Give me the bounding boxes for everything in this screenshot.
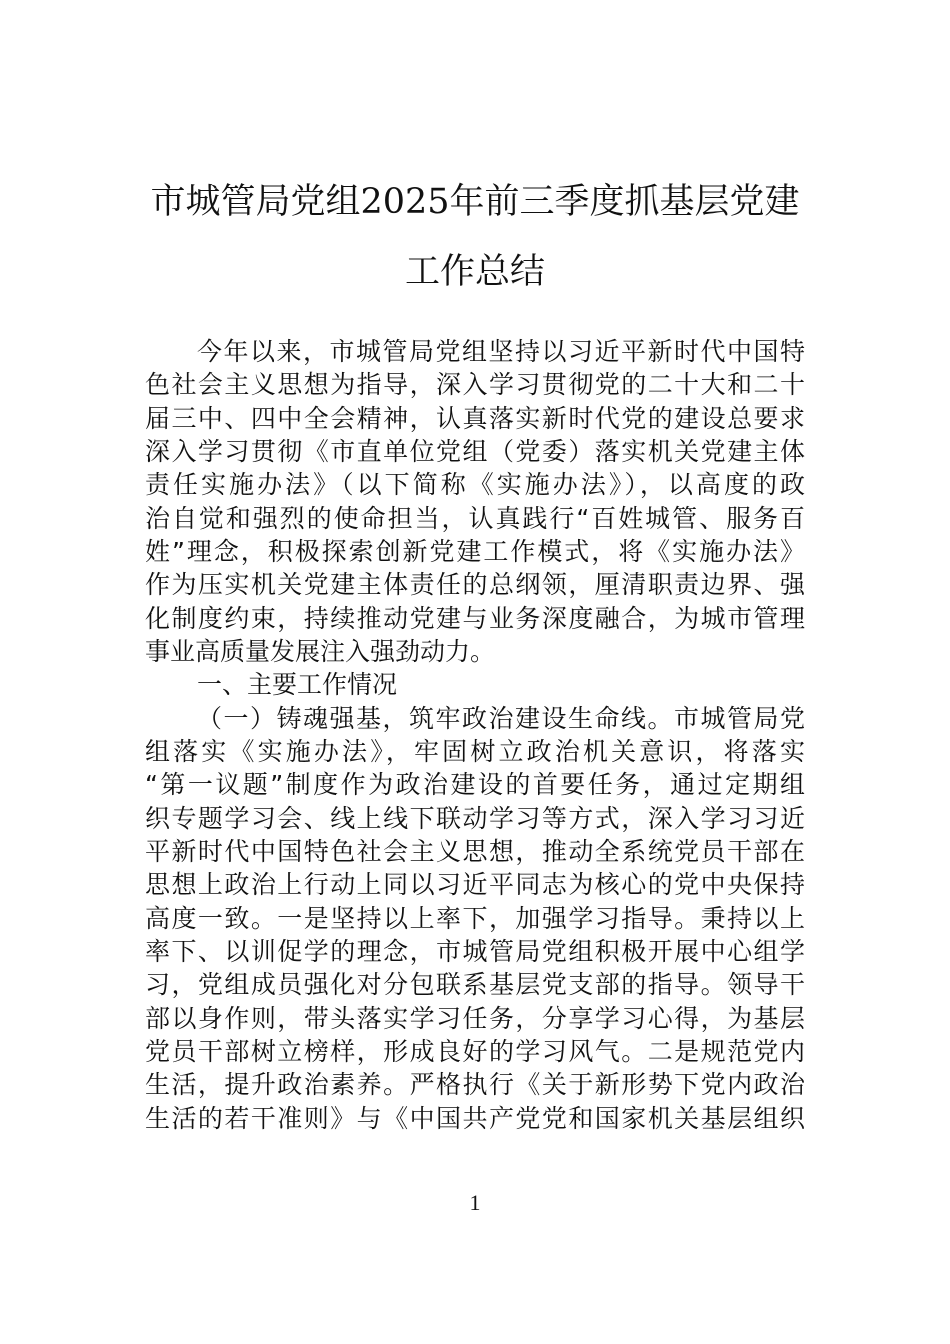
text-line: （一）铸魂强基，筑牢政治建设生命线。市城管局党 xyxy=(197,703,805,733)
text-line: 平新时代中国特色社会主义思想，推动全系统党员干部在 xyxy=(145,836,805,866)
document-title-line-1: 市城管局党组2025年前三季度抓基层党建 xyxy=(150,182,800,222)
text-line: 思想上政治上行动上同以习近平同志为核心的党中央保持 xyxy=(145,870,805,900)
text-line: 一、主要工作情况 xyxy=(197,670,398,700)
text-line: 治自觉和强烈的使命担当，认真践行“百姓城管、服务百 xyxy=(145,503,805,533)
page-number: 1 xyxy=(469,1190,481,1215)
text-line: 届三中、四中全会精神，认真落实新时代党的建设总要求 xyxy=(145,403,805,433)
text-line: 作为压实机关党建主体责任的总纲领，厘清职责边界、强 xyxy=(145,570,805,600)
text-line: 深入学习贯彻《市直单位党组（党委）落实机关党建主体 xyxy=(145,436,805,466)
text-line: 事业高质量发展注入强劲动力。 xyxy=(145,636,496,666)
text-line: 色社会主义思想为指导，深入学习贯彻党的二十大和二十 xyxy=(145,370,805,400)
text-line: “第一议题”制度作为政治建设的首要任务，通过定期组 xyxy=(145,770,805,800)
text-line: 习，党组成员强化对分包联系基层党支部的指导。领导干 xyxy=(145,970,805,1000)
text-line: 责任实施办法》（以下简称《实施办法》），以高度的政 xyxy=(145,470,805,500)
text-line: 生活，提升政治素养。严格执行《关于新形势下党内政治 xyxy=(145,1070,805,1100)
text-line: 组落实《实施办法》，牢固树立政治机关意识，将落实 xyxy=(145,736,805,766)
text-line: 率下、以训促学的理念，市城管局党组积极开展中心组学 xyxy=(145,936,805,966)
text-line: 姓”理念，积极探索创新党建工作模式，将《实施办法》 xyxy=(145,536,805,566)
document-title-line-2: 工作总结 xyxy=(404,252,545,292)
text-line: 生活的若干准则》与《中国共产党党和国家机关基层组织 xyxy=(145,1103,805,1133)
text-line: 今年以来，市城管局党组坚持以习近平新时代中国特 xyxy=(197,337,805,366)
document-body xyxy=(145,335,805,1135)
text-line: 化制度约束，持续推动党建与业务深度融合，为城市管理 xyxy=(145,603,805,633)
text-line: 部以身作则，带头落实学习任务，分享学习心得，为基层 xyxy=(145,1003,805,1033)
text-line: 织专题学习会、线上线下联动学习等方式，深入学习习近 xyxy=(145,803,805,833)
text-line: 高度一致。一是坚持以上率下，加强学习指导。秉持以上 xyxy=(145,903,805,933)
text-line: 党员干部树立榜样，形成良好的学习风气。二是规范党内 xyxy=(145,1036,805,1066)
